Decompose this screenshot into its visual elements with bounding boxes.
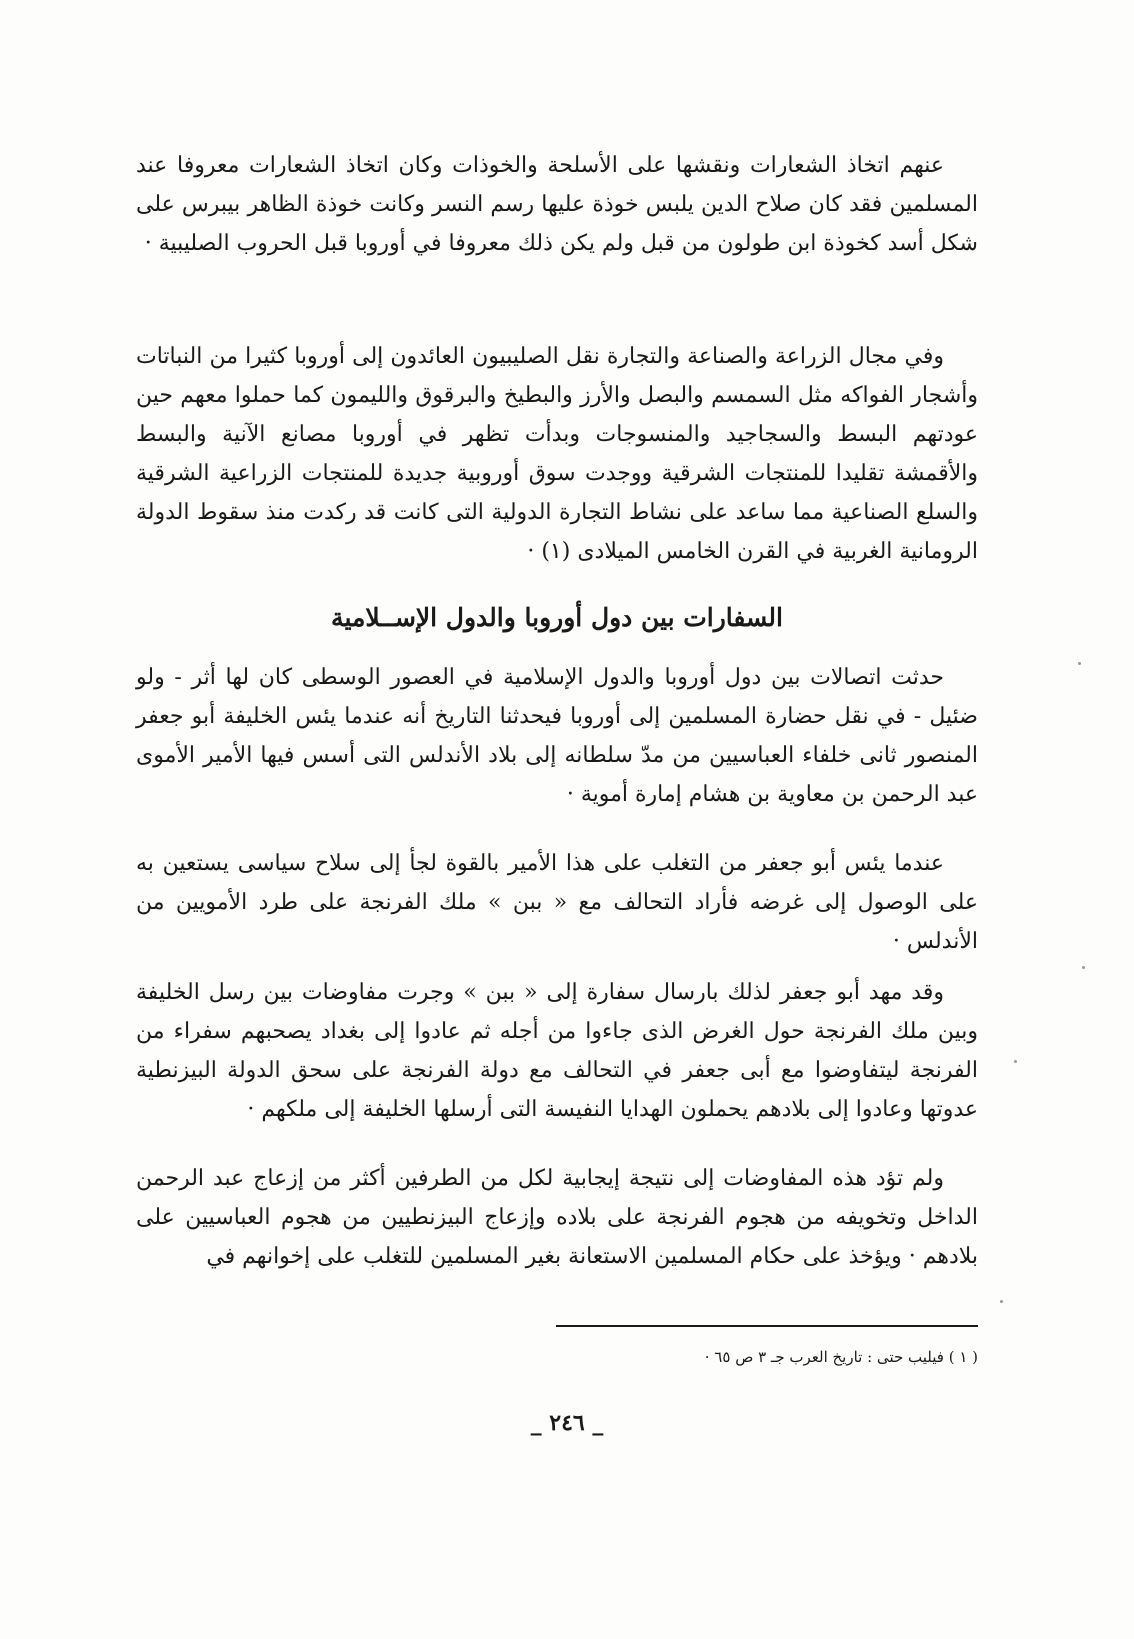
scan-speck [1082,966,1085,969]
body-paragraph [136,337,978,571]
paragraph-text: حدثت اتصالات بين دول أوروبا والدول الإسلامية في العصور الوسطى كان لها أثر - ولو ضئيل - في نقل حضارة المسلمين إلى أوروبا فيحدثنا التاريخ أنه عندما يئس الخليفة أبو جعفر المنصور ثانى خلفاء العباسيين من مدّ سلطانه إلى بلاد الأندلس التى أسس فيها الأمير الأموى عبد الرحمن بن معاوية بن هشام إمارة أموية · [136,665,978,807]
page-number: _ ٢٤٦ _ [530,1410,604,1436]
scan-speck [1014,1060,1017,1063]
paragraph-text: عنهم اتخاذ الشعارات ونقشها على الأسلحة والخوذات وكان اتخاذ الشعارات معروفا عند المسلمين فقد كان صلاح الدين يلبس خوذة عليها رسم النسر وكانت خوذة الظاهر بيبرس على شكل أسد كخوذة ابن طولون من قبل ولم يكن ذلك معروفا في أوروبا قبل الحروب الصليبية · [136,153,978,256]
body-paragraph [136,1159,978,1276]
body-paragraph [136,844,978,961]
scan-speck [1078,662,1081,665]
paragraph-text: عندما يئس أبو جعفر من التغلب على هذا الأمير بالقوة لجأ إلى سلاح سياسى يستعين به على الوصول إلى غرضه فأراد التحالف مع « ببن » ملك الفرنجة على طرد الأمويين من الأندلس · [136,851,978,954]
body-paragraph [136,146,978,263]
body-paragraph [136,973,978,1129]
footnote-divider [556,1325,978,1327]
section-heading: السفارات بين دول أوروبا والدول الإســلامية [331,603,783,632]
scan-speck [1000,1300,1003,1303]
footnote: ( ١ ) فيليب حتى : تاريخ العرب جـ ٣ ص ٦٥ · [704,1348,978,1366]
paragraph-text: وقد مهد أبو جعفر لذلك بارسال سفارة إلى « ببن » وجرت مفاوضات بين رسل الخليفة وبين ملك الفرنجة حول الغرض الذى جاءوا من أجله ثم عادوا إلى بغداد يصحبهم سفراء من الفرنجة ليتفاوضوا مع أبى جعفر في التحالف مع دولة الفرنجة على سحق الدولة البيزنطية عدوتها وعادوا إلى بلادهم يحملون الهدايا النفيسة التى أرسلها الخليفة إلى ملكهم · [136,980,978,1122]
paragraph-text: وفي مجال الزراعة والصناعة والتجارة نقل الصليبيون العائدون إلى أوروبا كثيرا من النباتات وأشجار الفواكه مثل السمسم والبصل والأرز والبطيخ والبرقوق والليمون كما حملوا معهم حين عودتهم البسط والسجاجيد والمنسوجات وبدأت تظهر في أوروبا مصانع الآنية والبسط والأقمشة تقليدا للمنتجات الشرقية ووجدت سوق أوروبية جديدة للمنتجات الزراعية الشرقية والسلع الصناعية مما ساعد على نشاط التجارة الدولية التى كانت قد ركدت منذ سقوط الدولة الرومانية الغربية في القرن الخامس الميلادى (١) · [136,344,979,564]
paragraph-text: ولم تؤد هذه المفاوضات إلى نتيجة إيجابية لكل من الطرفين أكثر من إزعاج عبد الرحمن الداخل وتخويفه من هجوم الفرنجة على بلاده وإزعاج البيزنطيين من هجوم العباسيين على بلادهم · ويؤخذ على حكام المسلمين الاستعانة بغير المسلمين للتغلب على إخوانهم في [136,1166,978,1269]
body-paragraph [136,658,978,814]
